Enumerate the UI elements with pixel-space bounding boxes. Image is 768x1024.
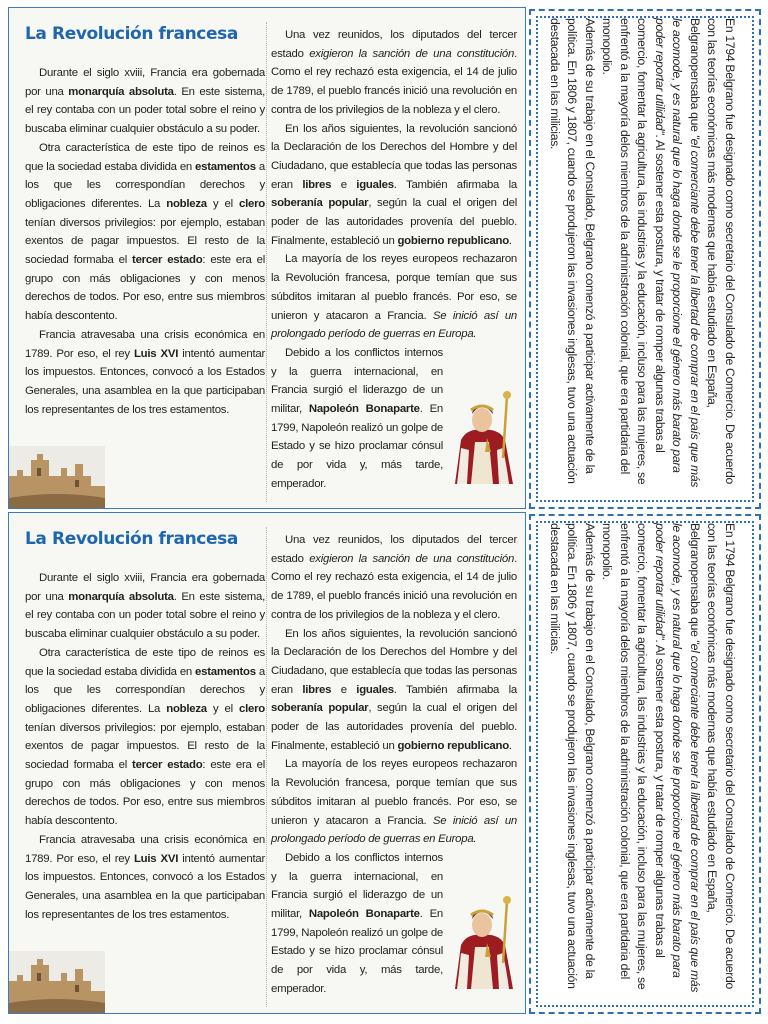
text-run: : este era el grupo con más obligaciones y con menos derechos de todos. Por eso, entre sus miembros había descontento. xyxy=(25,254,265,323)
text-run: Además de su trabajo en el Consulado, Belgrano comenzó a participar activamente de la política. En 1806 y 1807, cuando se produjeron las invasiones inglesas, tuvo una actuación destacada en las milicias. xyxy=(548,523,597,989)
text-run: a los que les correspondían derechos y obligaciones diferentes. La xyxy=(25,665,265,715)
article-paragraph xyxy=(271,755,517,849)
article-paragraph xyxy=(271,531,517,625)
castle-illustration-icon xyxy=(9,951,105,1013)
text-run: estamentos xyxy=(195,160,256,173)
text-run: . xyxy=(508,739,512,752)
text-run: Se inició así un prolongado período de guerras en Europa. xyxy=(271,309,518,341)
text-run: . En este sistema, el rey contaba con un poder total sobre el reino y buscaba eliminar cualquier obstáculo a su poder. xyxy=(25,590,265,641)
belgrano-paragraph xyxy=(546,523,599,999)
napoleon-block xyxy=(271,849,517,999)
text-run: Una vez reunidos, los diputados del tercer estado xyxy=(271,534,517,565)
article-paragraph xyxy=(25,326,265,420)
text-run: . Al sostener esta postura, y tratar de romper algunas trabas al comercio, fomentar la agricultura, las industrias y la educación, incluso para las mujeres, se enfrentó a la mayoría delos miembros de la administración colonial, que era partidaria del monopolio. xyxy=(600,523,667,990)
text-run: monarquía absoluta xyxy=(68,85,174,98)
text-run: "el comerciante debe tener la libertad de comprar en el país que más le acomode, y es natural que lo haga donde se le proporcione el género más barato para poder reportar utilidad" xyxy=(653,18,702,488)
article-paragraph xyxy=(271,625,517,756)
text-run: Debido a los conflictos internos y la guerra internacional, en Francia surgió el liderazgo de un militar, xyxy=(271,851,443,921)
text-run: exigieron la sanción de una constitución xyxy=(309,47,515,60)
article-right-column xyxy=(271,26,517,494)
text-run: Otra característica de este tipo de reinos es que la sociedad estaba dividida en xyxy=(25,141,265,173)
text-run: . Como el rey rechazó esta exigencia, el 14 de julio de 1789, el pueblo francés inició una revolución en contra de los privilegios de la nobleza y el clero. xyxy=(271,552,517,621)
text-run: , según la cual el origen del poder de las autoridades provenía del pueblo. Finalmente, estableció un xyxy=(271,702,517,752)
text-run: clero xyxy=(239,702,265,715)
belgrano-text-box xyxy=(529,514,761,1014)
article-right-column xyxy=(271,531,517,999)
column-divider xyxy=(266,22,267,502)
article-paragraph xyxy=(25,64,265,139)
text-run: Francia atravesaba una crisis económica en 1789. Por eso, el rey xyxy=(25,328,265,360)
article-paragraph xyxy=(25,831,265,925)
text-run: Se inició así un prolongado período de guerras en Europa. xyxy=(271,814,518,846)
text-run: Otra característica de este tipo de reinos es que la sociedad estaba dividida en xyxy=(25,646,265,678)
text-run: clero xyxy=(239,197,265,210)
belgrano-rotated-text xyxy=(542,18,738,494)
text-run: : este era el grupo con más obligaciones y con menos derechos de todos. Por eso, entre sus miembros había descontento. xyxy=(25,759,265,828)
text-run: a los que les correspondían derechos y obligaciones diferentes. La xyxy=(25,160,265,210)
text-run: iguales xyxy=(356,178,394,191)
napoleon-block xyxy=(271,344,517,494)
text-run: nobleza xyxy=(166,702,207,715)
text-run: e xyxy=(331,178,357,191)
text-run: Durante el siglo xviii, Francia era gobernada por una xyxy=(25,67,265,98)
text-run: . Al sostener esta postura, y tratar de romper algunas trabas al comercio, fomentar la agricultura, las industrias y la educación, incluso para las mujeres, se enfrentó a la mayoría delos miembros de la administración colonial, que era partidaria del monopolio. xyxy=(600,18,667,485)
text-run: . xyxy=(508,234,512,247)
text-run: La mayoría de los reyes europeos rechazaron la Revolución francesa, porque temían que sus súbditos imitaran al pueblo francés. Por eso, se unieron y atacaron a Francia. xyxy=(271,253,517,322)
article-paragraph xyxy=(25,569,265,644)
article-title: La Revolución francesa xyxy=(25,24,238,44)
text-run: Durante el siglo xviii, Francia era gobernada por una xyxy=(25,572,265,603)
article-paragraph xyxy=(271,849,443,999)
article-paragraph xyxy=(271,250,517,344)
text-run: La mayoría de los reyes europeos rechazaron la Revolución francesa, porque temían que sus súbditos imitaran al pueblo francés. Por eso, se unieron y atacaron a Francia. xyxy=(271,758,517,827)
text-run: En los años siguientes, la revolución sancionó la Declaración de los Derechos del Hombre y del Ciudadano, que establecía que todas las personas eran xyxy=(271,627,517,696)
text-run: . También afirmaba la xyxy=(393,178,517,191)
napoleon-portrait-icon xyxy=(447,388,517,484)
text-run: monarquía absoluta xyxy=(68,590,174,603)
text-run: estamentos xyxy=(195,665,256,678)
text-run: En 1794 Belgrano fue designado como secretario del Consulado de Comercio. De acuerdo con las teorías económicas más modernas que había estudiado en España, Belgranopensaba que xyxy=(688,18,737,484)
text-run: tercer estado xyxy=(132,759,203,772)
text-run: . En 1799, Napoleón realizó un golpe de Estado y se hizo proclamar cónsul de por vida y, más tarde, emperador. xyxy=(271,908,444,995)
text-run: tenían diversos privilegios: por ejemplo, estaban exentos de pagar impuestos. El resto de la sociedad formaba el xyxy=(25,216,265,267)
article-left-column xyxy=(25,529,265,924)
article-paragraph xyxy=(25,139,265,326)
text-run: libres xyxy=(302,178,332,191)
text-run: gobierno republicano xyxy=(397,739,509,752)
text-run: exigieron la sanción de una constitución xyxy=(309,552,515,565)
text-run: Napoleón Bonaparte xyxy=(308,908,420,921)
text-run: . Como el rey rechazó esta exigencia, el 14 de julio de 1789, el pueblo francés inició una revolución en contra de los privilegios de la nobleza y el clero. xyxy=(271,47,517,116)
text-run: "el comerciante debe tener la libertad de comprar en el país que más le acomode, y es natural que lo haga donde se le proporcione el género más barato para poder reportar utilidad" xyxy=(653,523,702,993)
article-title: La Revolución francesa xyxy=(25,529,238,549)
text-run: soberanía popular xyxy=(271,197,369,210)
article-panel xyxy=(8,512,526,1014)
text-run: Luis XVI xyxy=(133,347,179,360)
text-run: intentó aumentar los impuestos. Entonces, convocó a los Estados Generales, una asamblea en la que participaban los representantes de los tres estamentos. xyxy=(25,852,265,921)
napoleon-portrait-icon xyxy=(447,893,517,989)
belgrano-paragraph xyxy=(546,18,599,494)
article-paragraph xyxy=(271,344,443,494)
article-paragraph xyxy=(271,120,517,251)
text-run: . También afirmaba la xyxy=(393,683,517,696)
text-run: Francia atravesaba una crisis económica en 1789. Por eso, el rey xyxy=(25,833,265,865)
text-run: intentó aumentar los impuestos. Entonces, convocó a los Estados Generales, una asamblea en la que participaban los representantes de los tres estamentos. xyxy=(25,347,265,416)
article-left-column xyxy=(25,24,265,419)
text-run: soberanía popular xyxy=(271,702,369,715)
text-run: libres xyxy=(302,683,332,696)
belgrano-paragraph xyxy=(598,523,738,999)
article-paragraph xyxy=(25,644,265,831)
castle-illustration-icon xyxy=(9,446,105,508)
text-run: gobierno republicano xyxy=(397,234,509,247)
belgrano-rotated-text xyxy=(542,523,738,999)
belgrano-text-box xyxy=(529,9,761,509)
text-run: tenían diversos privilegios: por ejemplo, estaban exentos de pagar impuestos. El resto de la sociedad formaba el xyxy=(25,721,265,772)
text-run: Debido a los conflictos internos y la guerra internacional, en Francia surgió el liderazgo de un militar, xyxy=(271,346,443,416)
text-run: En 1794 Belgrano fue designado como secretario del Consulado de Comercio. De acuerdo con las teorías económicas más modernas que había estudiado en España, Belgranopensaba que xyxy=(688,523,737,989)
column-divider xyxy=(266,527,267,1007)
text-run: Napoleón Bonaparte xyxy=(308,403,420,416)
text-run: En los años siguientes, la revolución sancionó la Declaración de los Derechos del Hombre y del Ciudadano, que establecía que todas las personas eran xyxy=(271,122,517,191)
text-run: tercer estado xyxy=(132,254,203,267)
text-run: y el xyxy=(206,702,240,715)
text-run: Además de su trabajo en el Consulado, Belgrano comenzó a participar activamente de la política. En 1806 y 1807, cuando se produjeron las invasiones inglesas, tuvo una actuación destacada en las milicias. xyxy=(548,18,597,484)
article-panel xyxy=(8,7,526,509)
text-run: , según la cual el origen del poder de las autoridades provenía del pueblo. Finalmente, estableció un xyxy=(271,197,517,247)
text-run: nobleza xyxy=(166,197,207,210)
text-run: Luis XVI xyxy=(133,852,179,865)
belgrano-paragraph xyxy=(598,18,738,494)
text-run: e xyxy=(331,683,357,696)
text-run: . En 1799, Napoleón realizó un golpe de Estado y se hizo proclamar cónsul de por vida y, más tarde, emperador. xyxy=(271,403,444,490)
text-run: iguales xyxy=(356,683,394,696)
text-run: y el xyxy=(206,197,240,210)
text-run: Una vez reunidos, los diputados del tercer estado xyxy=(271,29,517,60)
article-paragraph xyxy=(271,26,517,120)
text-run: . En este sistema, el rey contaba con un poder total sobre el reino y buscaba eliminar cualquier obstáculo a su poder. xyxy=(25,85,265,136)
